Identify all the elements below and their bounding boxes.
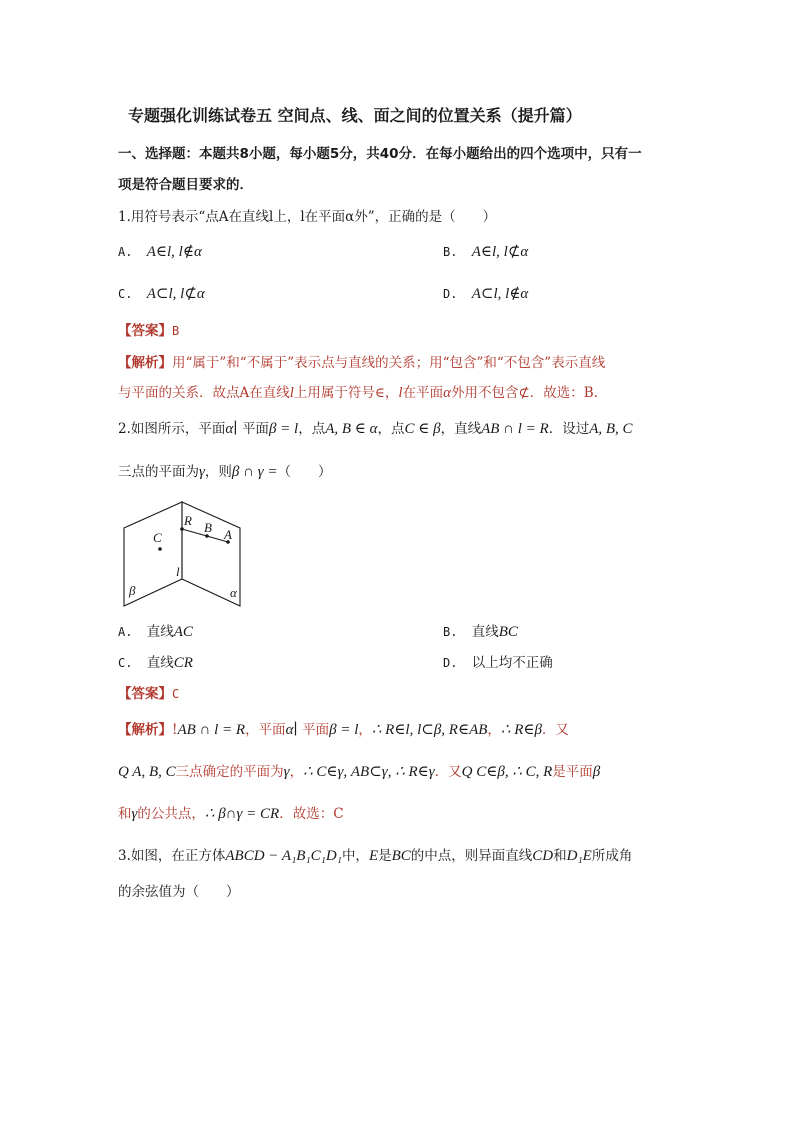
q2-analysis-text: 是平面 xyxy=(552,764,593,780)
q2-stem-math: α∣ xyxy=(225,421,238,437)
q2-stem-text: ，则 xyxy=(204,464,232,480)
q2-option-d xyxy=(443,653,553,673)
q1-analysis-alpha: α xyxy=(443,385,451,401)
label-b: B xyxy=(204,520,212,535)
q2-analysis-text: ，平面 xyxy=(245,722,286,738)
q2-stem-math: γ xyxy=(199,464,205,480)
q3-stem-math: BC xyxy=(391,848,411,864)
q3-stem-math: E xyxy=(368,848,379,864)
q2-figure-planes xyxy=(118,496,250,608)
q2-stem-text: ，点 xyxy=(298,421,326,437)
q2-stem-math: A, B ∈ α xyxy=(325,421,378,437)
q1-analysis-line1 xyxy=(118,353,605,373)
q1-analysis-l2: l xyxy=(398,385,403,401)
q2-analysis-math: ∴ C∈γ, AB⊂γ, ∴ R∈γ xyxy=(303,764,435,780)
q2-analysis-text: ! xyxy=(172,722,178,738)
q1-option-a-label: A. xyxy=(118,245,133,259)
q1-option-c-expr: A⊂l, l⊄α xyxy=(146,286,205,302)
q1-answer xyxy=(118,321,179,341)
q2-option-b xyxy=(443,622,518,642)
q2-stem-text: 2.如图所示，平面 xyxy=(118,421,226,437)
q2-analysis-tag: 【解析】 xyxy=(118,722,172,738)
q2-option-b-label: B. xyxy=(443,625,458,639)
q2-option-d-text: 以上均不正确 xyxy=(471,655,553,671)
q2-analysis-math: ∴ β∩γ = CR xyxy=(204,806,280,822)
q2-stem-text: ，直线 xyxy=(440,421,482,437)
q2-analysis-math: ∴ R∈l, l⊂β, R∈AB xyxy=(371,722,488,738)
q2-analysis-text: 平面 xyxy=(302,722,330,738)
q1-analysis-tag: 【解析】 xyxy=(118,355,172,371)
q2-option-c xyxy=(118,653,193,673)
q2-stem-line1 xyxy=(118,419,633,439)
q2-option-a-expr: AC xyxy=(173,624,193,640)
q1-stem: 1.用符号表示“点A在直线l上，l在平面α外”，正确的是（ ） xyxy=(118,209,497,225)
q2-option-a-text: 直线 xyxy=(146,624,174,640)
q2-option-d-label: D. xyxy=(443,656,458,670)
q3-stem-text: 和 xyxy=(553,848,567,864)
q1-option-a xyxy=(118,242,202,262)
q2-analysis-line2 xyxy=(118,762,600,782)
q3-stem-line1 xyxy=(118,846,632,866)
q1-answer-tag: 【答案】 xyxy=(118,323,172,339)
q2-stem-math: A, B, C xyxy=(589,421,633,437)
q2-stem-text: ．设过 xyxy=(548,421,590,437)
q1-option-a-expr: A∈l, l∉α xyxy=(146,244,202,260)
q2-stem-text: （ ） xyxy=(277,464,332,480)
q2-stem-text: ，点 xyxy=(377,421,405,437)
q2-option-b-text: 直线 xyxy=(471,624,499,640)
q2-analysis-text: ， xyxy=(358,722,372,738)
q1-analysis-text2d: 外用不包含⊄．故选：B． xyxy=(450,385,608,401)
q2-analysis-math: β = l xyxy=(329,722,359,738)
q2-analysis-math: ∴ R∈β xyxy=(500,722,542,738)
q2-stem-math: C ∈ β xyxy=(404,421,441,437)
q1-analysis-line2 xyxy=(118,383,607,403)
q2-analysis-math: AB ∩ l = R xyxy=(177,722,246,738)
q1-option-d-expr: A⊂l, l∉α xyxy=(471,286,529,302)
section-heading-line2: 项是符合题目要求的． xyxy=(118,177,253,193)
label-a: A xyxy=(224,527,232,542)
q3-stem-text: 3.如图，在正方体 xyxy=(118,848,226,864)
q2-option-c-text: 直线 xyxy=(146,655,174,671)
q2-analysis-math: Q C∈β, ∴ C, R xyxy=(461,764,553,780)
q1-answer-value: B xyxy=(172,324,180,338)
q2-analysis-line3 xyxy=(118,804,344,824)
q1-option-c-label: C. xyxy=(118,287,133,301)
q1-analysis-text2a: 与平面的关系．故点A在直线 xyxy=(118,385,290,401)
q2-answer-value: C xyxy=(172,687,180,701)
q2-analysis-math: γ xyxy=(283,764,290,780)
q1-option-b xyxy=(443,242,528,262)
q3-stem-math: CD xyxy=(532,848,554,864)
q2-option-b-expr: BC xyxy=(498,624,518,640)
q2-stem-math: β ∩ γ = xyxy=(231,464,278,480)
q3-stem-math: ABCD − A₁B₁C₁D₁ xyxy=(225,848,342,864)
q2-stem-text: 三点的平面为 xyxy=(118,464,199,480)
q3-stem-line2: 的余弦值为（ ） xyxy=(118,884,240,900)
point-c xyxy=(158,547,162,551)
q2-option-c-label: C. xyxy=(118,656,133,670)
label-r: R xyxy=(184,513,192,528)
q1-option-b-expr: A∈l, l⊄α xyxy=(471,244,529,260)
q2-analysis-text: 的公共点， xyxy=(137,806,205,822)
q2-stem-line2 xyxy=(118,462,332,482)
q2-option-a xyxy=(118,622,193,642)
q2-analysis-text: ．故选：C xyxy=(279,806,344,822)
q2-analysis-math: α∣ xyxy=(285,722,298,738)
q1-analysis-l1: l xyxy=(289,385,294,401)
label-alpha: α xyxy=(230,585,237,600)
q2-option-a-label: A. xyxy=(118,625,133,639)
q2-analysis-math: β xyxy=(592,764,601,780)
section-heading-line1: 一、选择题：本题共8小题，每小题5分，共40分．在每小题给出的四个选项中，只有一 xyxy=(118,146,642,162)
q2-analysis-math: Q A, B, C xyxy=(118,764,176,780)
q2-analysis-text: ．又 xyxy=(541,722,569,738)
q2-analysis-text: 三点确定的平面为 xyxy=(175,764,284,780)
q3-stem-text: 是 xyxy=(378,848,392,864)
q3-stem-text: 中， xyxy=(341,848,369,864)
q3-stem-text: 所成角 xyxy=(591,848,633,864)
q1-option-b-label: B. xyxy=(443,245,458,259)
q1-option-d-label: D. xyxy=(443,287,458,301)
q3-stem-math: D₁E xyxy=(566,848,592,864)
q2-analysis-text: ．又 xyxy=(434,764,462,780)
q2-stem-text: 平面 xyxy=(241,421,269,437)
label-l: l xyxy=(176,564,180,579)
q2-analysis-text: ， xyxy=(289,764,304,780)
q2-answer xyxy=(118,684,179,704)
q3-stem-text: 的中点，则异面直线 xyxy=(410,848,533,864)
label-beta: β xyxy=(129,583,136,598)
q1-analysis-text2b: 上用属于符号∈， xyxy=(293,385,399,401)
q1-analysis-text1: 用“属于”和“不属于”表示点与直线的关系；用“包含”和“不包含”表示直线 xyxy=(172,355,606,371)
q2-answer-tag: 【答案】 xyxy=(118,686,172,702)
q2-analysis-text: ， xyxy=(487,722,501,738)
q1-option-d xyxy=(443,284,528,304)
q2-analysis-line1 xyxy=(118,720,569,740)
page-title: 专题强化训练试卷五 空间点、线、面之间的位置关系（提升篇） xyxy=(128,106,582,125)
q2-stem-math: AB ∩ l = R xyxy=(481,421,549,437)
q1-analysis-text2c: 在平面 xyxy=(402,385,444,401)
q1-option-c xyxy=(118,284,205,304)
q2-stem-math: β = l xyxy=(268,421,299,437)
q2-analysis-text: 和 xyxy=(118,806,132,822)
q2-analysis-math: γ xyxy=(131,806,138,822)
label-c: C xyxy=(153,530,162,545)
q2-option-c-expr: CR xyxy=(173,655,193,671)
